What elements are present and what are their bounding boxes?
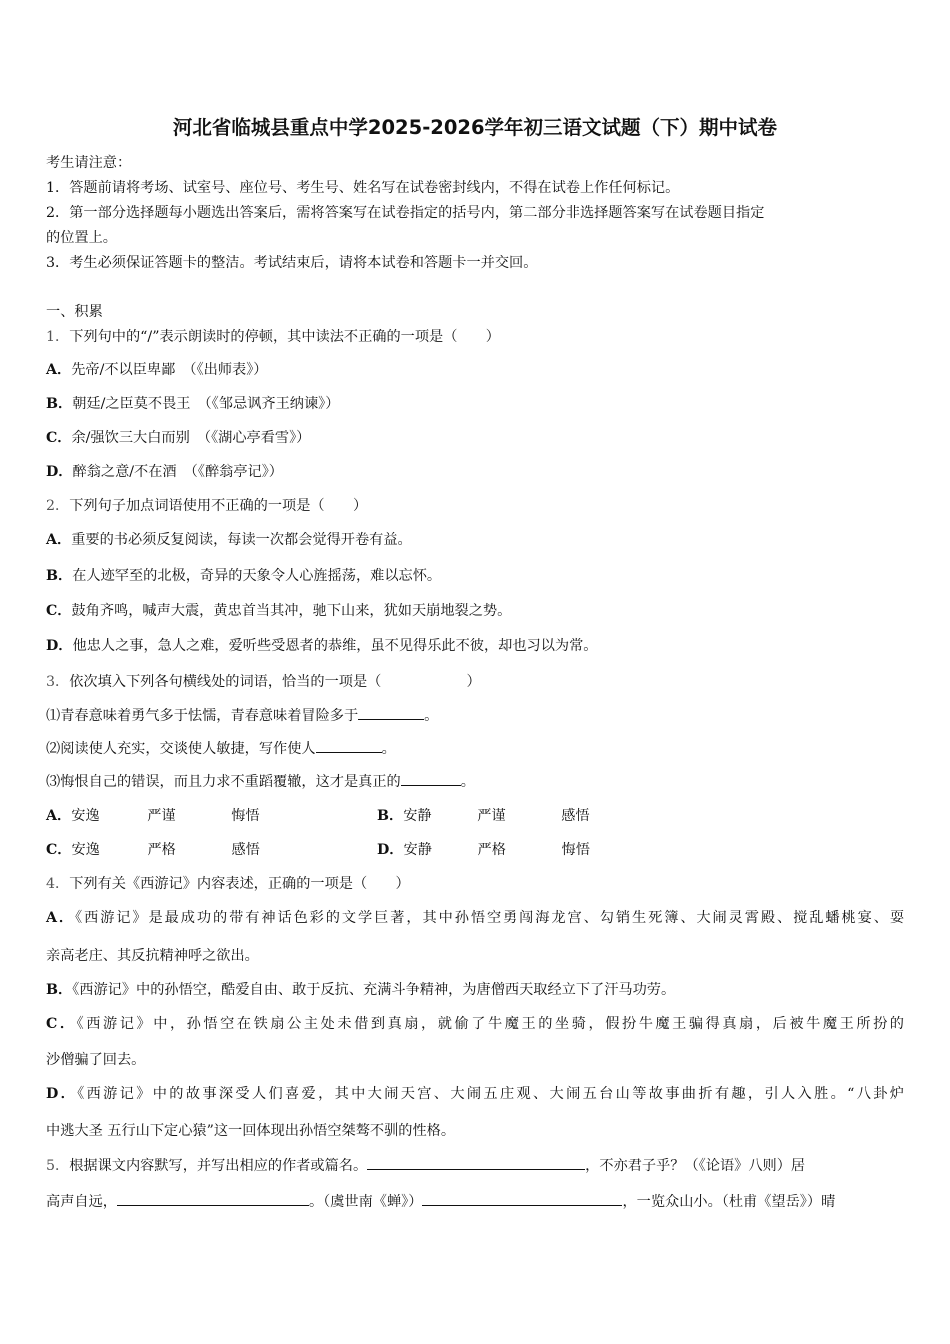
option-label: A． (46, 362, 72, 378)
q1-option-a (46, 359, 268, 379)
option-label: A． (46, 808, 72, 824)
option-text: 他忠人之事，急人之难，爱听些受恩者的恭维，虽不见得乐此不彼，却也习以为常。 (72, 638, 598, 654)
q3-stem (46, 671, 481, 691)
option-text: 《西游记》中的孙悟空，酷爱自由、敢于反抗、充满斗争精神，为唐僧西天取经立下了汗马功劳。 (72, 982, 676, 998)
notice-heading: 考生请注意： (46, 155, 132, 171)
q3-number: 3． (46, 674, 70, 690)
option-label: C． (46, 842, 72, 858)
notice-item-2-cont: 的位置上。 (46, 230, 117, 246)
q5-text: ，不亦君子乎？（《论语》八则）居 (585, 1158, 806, 1174)
q1-number: 1． (46, 329, 70, 345)
q4-option-d-cont: 中逃大圣 五行山下定心猿”这一回体现出孙悟空桀骜不驯的性格。 (46, 1123, 456, 1139)
q1-option-d (46, 461, 283, 481)
option-label: B． (46, 396, 73, 412)
q2-option-b (46, 565, 441, 585)
q5-line-2 (46, 1191, 835, 1211)
q2-stem-text: 下列句子加点词语使用不正确的一项是（ ） (69, 498, 368, 514)
q4-option-c-cont: 沙僧骗了回去。 (46, 1052, 146, 1068)
option-label: C． (46, 1016, 77, 1032)
q5-text: 高声自远， (46, 1194, 117, 1210)
option-word-2: 严格 (477, 842, 506, 858)
q1-option-c (46, 427, 310, 447)
q3-sentence-1 (46, 705, 438, 725)
q5-number: 5． (46, 1158, 70, 1174)
q4-option-a-cont: 亲高老庄、其反抗精神呼之欲出。 (46, 948, 259, 964)
q2-number: 2． (46, 498, 70, 514)
option-word-2: 严谨 (147, 808, 176, 824)
option-label: C． (46, 603, 72, 619)
option-word-3: 悔悟 (561, 842, 590, 858)
option-text: 《西游记》中，孙悟空在铁扇公主处未借到真扇，就偷了牛魔王的坐骑，假扮牛魔王骗得真扇，后被牛魔王所扮的 (76, 1016, 904, 1032)
option-text: 《西游记》中的故事深受人们喜爱，其中大闹天宫、大闹五庄观、大闹五台山等故事曲折有趣，引人入胜。“八卦炉 (77, 1086, 904, 1102)
q3-option-d (377, 839, 590, 859)
q3-stem-text: 依次填入下列各句横线处的词语，恰当的一项是（ ） (69, 674, 481, 690)
q5-text: 。（虞世南《蝉》） (308, 1194, 423, 1210)
q1-option-b (46, 393, 339, 413)
sentence-text: ⑶悔恨自己的错误，而且力求不重蹈覆辙，这才是真正的 (46, 774, 401, 790)
q2-stem (46, 495, 367, 515)
option-word-3: 悔悟 (231, 808, 260, 824)
q1-stem-text: 下列句中的“/”表示朗读时的停顿，其中读法不正确的一项是（ ） (69, 329, 500, 345)
option-label: D． (46, 1086, 78, 1102)
option-text: 余/强饮三大白而别 （《湖心亭看雪》） (71, 430, 311, 446)
answer-blank[interactable] (367, 1155, 585, 1170)
sentence-end: 。 (460, 774, 475, 790)
q5-stem-text: 根据课文内容默写，并写出相应的作者或篇名。 (69, 1158, 368, 1174)
option-label: D． (377, 842, 404, 858)
option-label: D． (46, 638, 73, 654)
q3-option-a (46, 805, 260, 825)
option-word-2: 严格 (147, 842, 176, 858)
answer-blank[interactable] (358, 705, 424, 720)
option-label: C． (46, 430, 72, 446)
answer-blank[interactable] (422, 1191, 622, 1206)
q5-line-1 (46, 1155, 805, 1175)
q4-stem (46, 873, 410, 893)
option-text: 鼓角齐鸣，喊声大震，黄忠首当其冲，驰下山来，犹如天崩地裂之势。 (71, 603, 512, 619)
answer-blank[interactable] (316, 738, 382, 753)
q4-option-d (46, 1083, 904, 1103)
notice-item-1: 1．答题前请将考场、试室号、座位号、考生号、姓名写在试卷密封线内，不得在试卷上作任何标记。 (46, 180, 680, 196)
q4-option-c (46, 1013, 904, 1033)
answer-blank[interactable] (401, 771, 461, 786)
q2-option-c (46, 600, 511, 620)
exam-title: 河北省临城县重点中学2025-2026学年初三语文试题（下）期中试卷 (172, 116, 778, 139)
sentence-end: 。 (424, 708, 439, 724)
q3-option-b (377, 805, 590, 825)
option-text: 朝廷/之臣莫不畏王 （《邹忌讽齐王纳谏》） (72, 396, 340, 412)
option-label: A． (46, 532, 72, 548)
q4-option-a (46, 907, 904, 927)
option-label: A． (46, 910, 76, 926)
sentence-text: ⑴青春意味着勇气多于怯懦，青春意味着冒险多于 (46, 708, 359, 724)
q4-stem-text: 下列有关《西游记》内容表述，正确的一项是（ ） (69, 876, 410, 892)
section-heading: 一、积累 (46, 304, 103, 320)
option-text: 先帝/不以臣卑鄙 （《出师表》） (71, 362, 268, 378)
option-label: B． (377, 808, 404, 824)
option-word-1: 安静 (403, 808, 432, 824)
option-word-1: 安逸 (71, 808, 100, 824)
q1-stem (46, 326, 500, 346)
notice-item-3: 3．考生必须保证答题卡的整洁。考试结束后，请将本试卷和答题卡一并交回。 (46, 255, 538, 271)
option-text: 醉翁之意/不在酒 （《醉翁亭记》） (72, 464, 283, 480)
q5-text: ，一览众山小。（杜甫《望岳》）晴 (622, 1194, 836, 1210)
option-label: B． (46, 568, 73, 584)
option-text: 重要的书必须反复阅读，每读一次都会觉得开卷有益。 (71, 532, 412, 548)
q3-option-c (46, 839, 260, 859)
option-label: B． (46, 982, 73, 998)
option-text: 在人迹罕至的北极，奇异的天象令人心旌摇荡，难以忘怀。 (72, 568, 442, 584)
q4-option-b (46, 979, 675, 999)
q2-option-a (46, 529, 412, 549)
option-word-2: 严谨 (477, 808, 506, 824)
notice-item-2: 2．第一部分选择题每小题选出答案后，需将答案写在试卷指定的括号内，第二部分非选择题答案写在试卷题目指定 (46, 205, 765, 221)
q2-option-d (46, 635, 597, 655)
option-word-1: 安静 (403, 842, 432, 858)
q3-sentence-3 (46, 771, 475, 791)
q4-number: 4． (46, 876, 70, 892)
q3-sentence-2 (46, 738, 396, 758)
answer-blank[interactable] (117, 1191, 309, 1206)
option-word-1: 安逸 (71, 842, 100, 858)
sentence-text: ⑵阅读使人充实，交谈使人敏捷，写作使人 (46, 741, 316, 757)
sentence-end: 。 (381, 741, 396, 757)
option-word-3: 感悟 (561, 808, 590, 824)
option-text: 《西游记》是最成功的带有神话色彩的文学巨著，其中孙悟空勇闯海龙宫、勾销生死簿、大闹灵霄殿、搅乱蟠桃宴、耍 (75, 910, 905, 926)
option-label: D． (46, 464, 73, 480)
option-word-3: 感悟 (231, 842, 260, 858)
